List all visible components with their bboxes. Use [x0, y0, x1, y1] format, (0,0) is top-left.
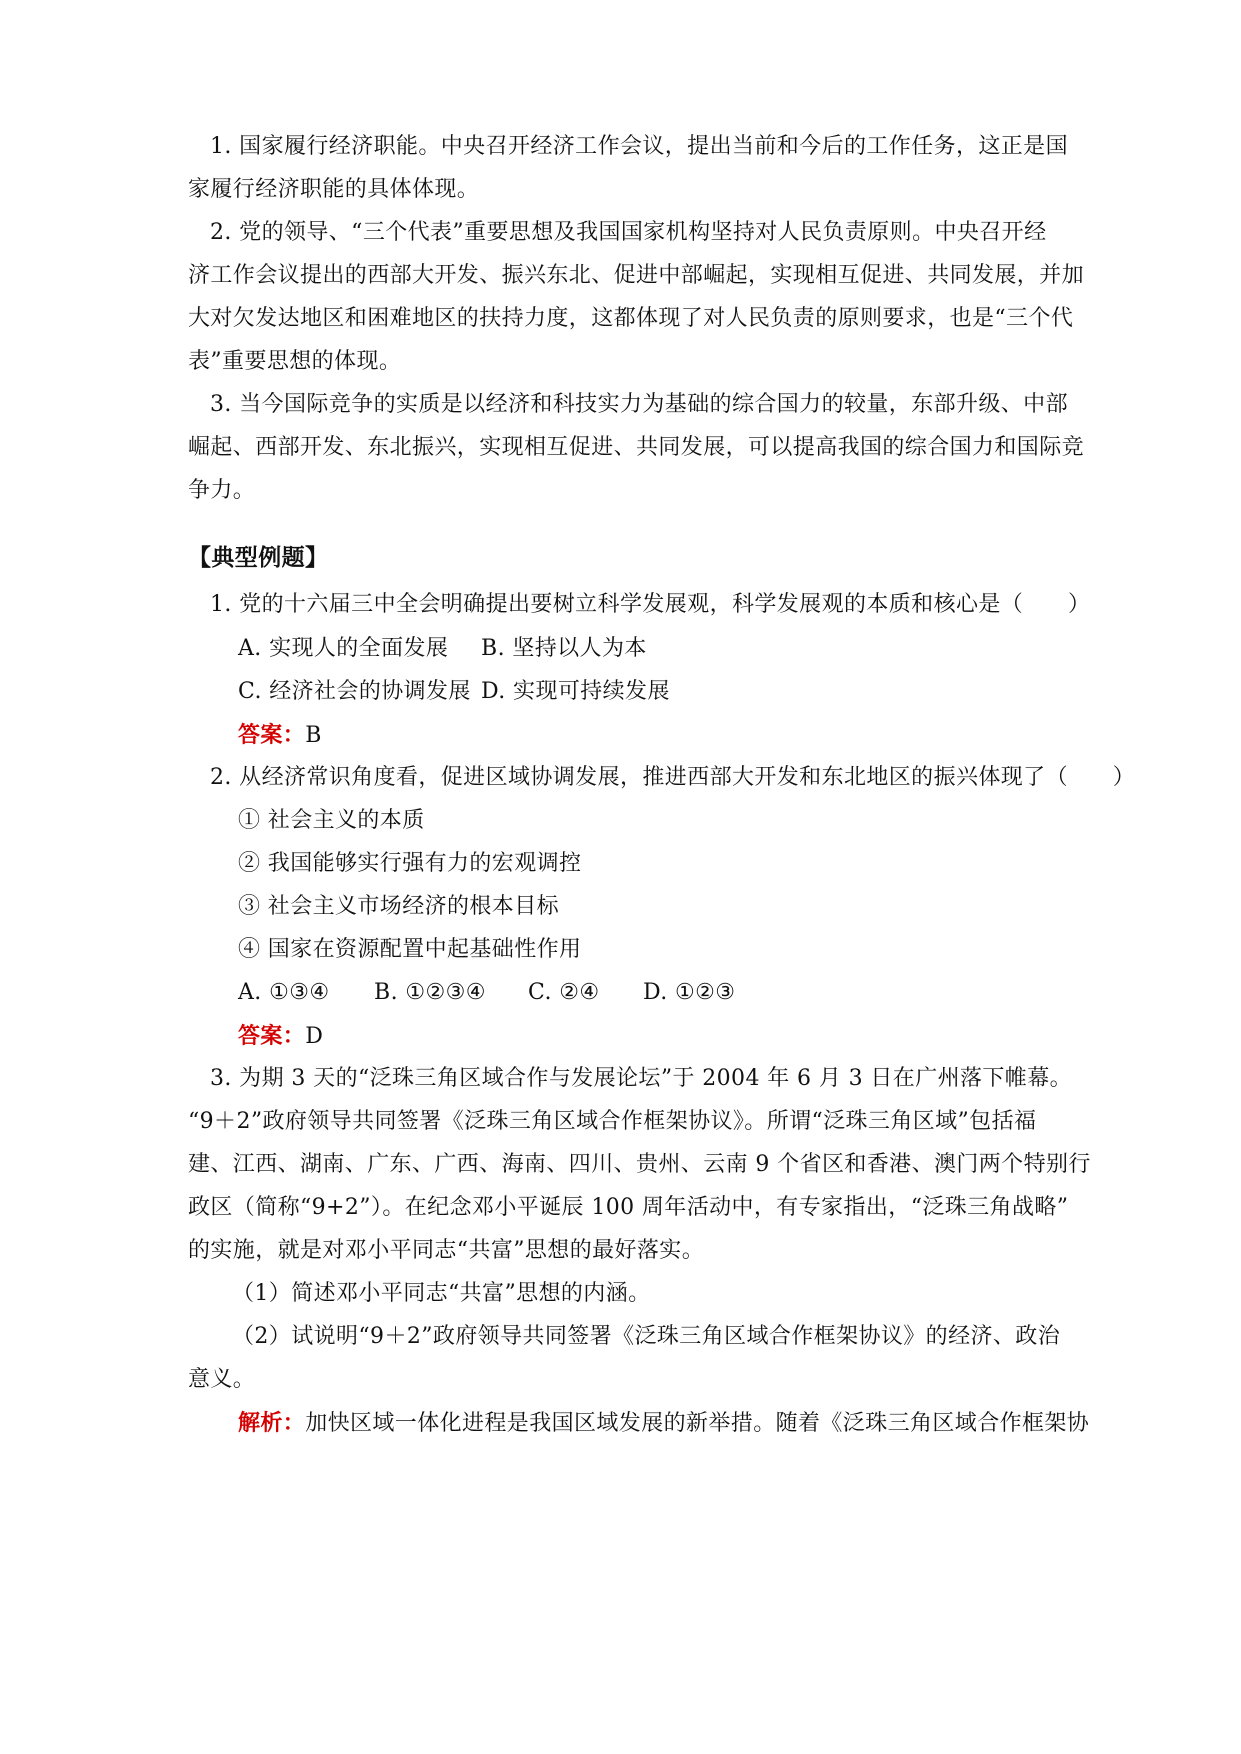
q3-stem-line3: 建、江西、湖南、广东、广西、海南、四川、贵州、云南 9 个省区和香港、澳门两个特别行	[188, 1152, 1091, 1177]
q1-answer	[238, 720, 1108, 751]
summary-p2-line1: 2. 党的领导、“三个代表”重要思想及我国国家机构坚持对人民负责原则。中央召开经	[210, 220, 1047, 245]
q2-answer-label: 答案：	[238, 1023, 306, 1049]
q2-item-4: ④ 国家在资源配置中起基础性作用	[238, 937, 582, 962]
q3-stem-line1: 3. 为期 3 天的“泛珠三角区域合作与发展论坛”于 2004 年 6 月 3 日在广州落下帷幕。	[210, 1066, 1073, 1091]
q3-sub2-line1: （2）试说明“9＋2”政府领导共同签署《泛珠三角区域合作框架协议》的经济、政治	[232, 1324, 1061, 1349]
q2-stem: 2. 从经济常识角度看，促进区域协调发展，推进西部大开发和东北地区的振兴体现了（ ）	[210, 765, 1136, 790]
q2-answer-value: D	[305, 1024, 324, 1049]
q1-option-d: D. 实现可持续发展	[481, 679, 670, 704]
q2-item-1: ① 社会主义的本质	[238, 808, 425, 833]
q3-stem-line4: 政区（简称“9+2”）。在纪念邓小平诞辰 100 周年活动中，有专家指出，“泛珠三角战略”	[188, 1195, 1069, 1220]
q1-answer-label: 答案：	[238, 722, 306, 748]
q2-option-c: C. ②④	[528, 980, 600, 1005]
summary-p1-line2: 家履行经济职能的具体体现。	[188, 177, 480, 202]
summary-p3-line3: 争力。	[188, 478, 256, 503]
summary-p2-line2: 济工作会议提出的西部大开发、振兴东北、促进中部崛起，实现相互促进、共同发展，并加	[188, 263, 1085, 288]
section-title: 【典型例题】	[188, 544, 329, 571]
q2-item-3: ③ 社会主义市场经济的根本目标	[238, 894, 559, 919]
q2-answer	[238, 1021, 1108, 1052]
q1-answer-value: B	[305, 723, 322, 748]
q2-item-2: ② 我国能够实行强有力的宏观调控	[238, 851, 582, 876]
q2-option-b: B. ①②③④	[374, 980, 486, 1005]
summary-p3-line1: 3. 当今国际竞争的实质是以经济和科技实力为基础的综合国力的较量，东部升级、中部	[210, 392, 1068, 417]
q1-option-a: A. 实现人的全面发展	[238, 636, 449, 661]
q2-option-d: D. ①②③	[643, 980, 736, 1005]
q1-stem: 1. 党的十六届三中全会明确提出要树立科学发展观，科学发展观的本质和核心是（ ）	[210, 592, 1091, 617]
q3-sub1: （1）简述邓小平同志“共富”思想的内涵。	[232, 1281, 651, 1306]
q3-stem-line5: 的实施，就是对邓小平同志“共富”思想的最好落实。	[188, 1238, 705, 1263]
summary-p2-line4: 表”重要思想的体现。	[188, 349, 402, 374]
summary-p3-line2: 崛起、西部开发、东北振兴，实现相互促进、共同发展，可以提高我国的综合国力和国际竞	[188, 435, 1085, 460]
q1-option-c: C. 经济社会的协调发展	[238, 679, 471, 704]
q3-sub2-line2: 意义。	[188, 1367, 256, 1392]
q3-stem-line2: “9＋2”政府领导共同签署《泛珠三角区域合作框架协议》。所谓“泛珠三角区域”包括福	[188, 1109, 1037, 1134]
q3-analysis	[238, 1408, 1108, 1439]
summary-p1-line1: 1. 国家履行经济职能。中央召开经济工作会议，提出当前和今后的工作任务，这正是国	[210, 134, 1068, 159]
q3-analysis-label: 解析：	[238, 1410, 306, 1436]
q2-option-a: A. ①③④	[238, 980, 330, 1005]
q3-analysis-text: 加快区域一体化进程是我国区域发展的新举措。随着《泛珠三角区域合作框架协	[305, 1411, 1090, 1436]
q1-option-b: B. 坚持以人为本	[481, 636, 647, 661]
summary-p2-line3: 大对欠发达地区和困难地区的扶持力度，这都体现了对人民负责的原则要求，也是“三个代	[188, 306, 1074, 331]
